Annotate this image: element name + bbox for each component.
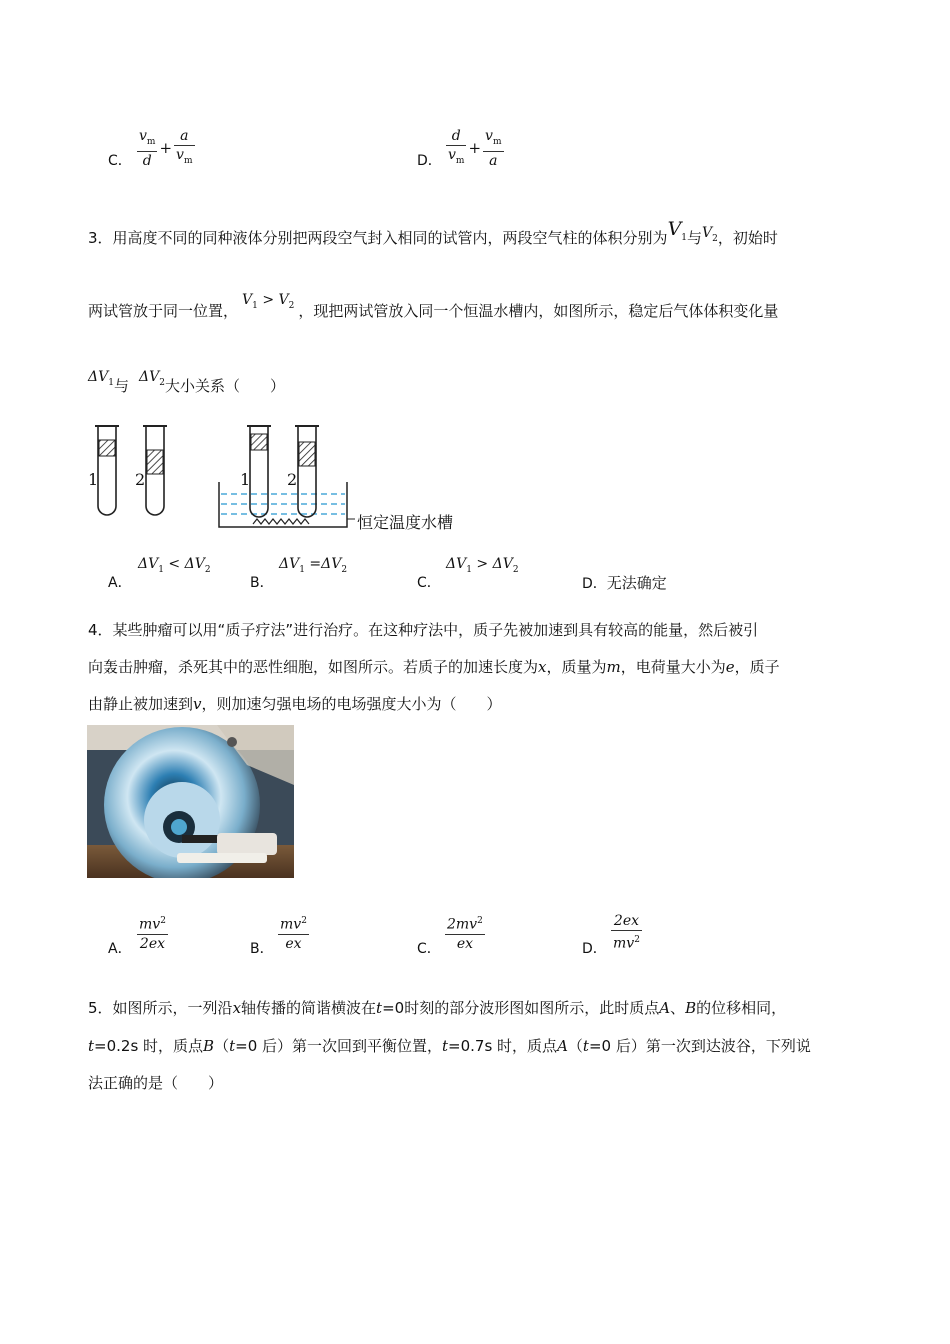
q3-text: 与 [687, 229, 703, 247]
q4-option-a [108, 938, 132, 958]
q5-line3 [88, 1072, 223, 1093]
question-number: 5． [88, 999, 113, 1017]
option-letter: D． [417, 153, 442, 169]
q3-option-d [582, 572, 667, 593]
tube-label-4: 2 [287, 470, 298, 489]
tube-2 [143, 426, 167, 515]
tube-3 [247, 426, 271, 517]
proton-therapy-photo [87, 725, 294, 878]
tank-label: 恒定温度水槽 [357, 513, 454, 532]
var-t: t [582, 1037, 589, 1055]
q3-option-a-formula: $\Delta V_1 < \Delta V_2$ [138, 556, 211, 575]
q5-text: =0.2s 时，质点 [94, 1037, 204, 1055]
q4-line1 [88, 619, 758, 640]
tube-1 [95, 426, 119, 515]
q3-text: ，初始时 [717, 229, 778, 247]
q4-text: ，电荷量大小为 [620, 658, 726, 676]
option-letter: A． [108, 575, 132, 591]
q3-text: 用高度不同的同种液体分别把两段空气封入相同的试管内，两段空气柱的体积分别为 [112, 229, 668, 247]
q4-option-d-formula: $\frac{2ex}{mv^2}$ [613, 913, 640, 952]
option-text: 无法确定 [606, 574, 667, 592]
q3-option-c-formula: $\Delta V_1 > \Delta V_2$ [446, 556, 519, 575]
q4-text: ，质量为 [546, 658, 607, 676]
q5-text: =0 后）第一次回到平衡位置， [235, 1037, 443, 1055]
q5-text: 的位移相同， [696, 999, 787, 1017]
fraction: $\frac{d}{v_m}$ [448, 128, 465, 166]
q5-text: （ [214, 1037, 230, 1055]
q4-text: ，质子 [734, 658, 780, 676]
q3-text: 两试管放于同一位置， [88, 302, 239, 320]
option-letter: D． [582, 576, 607, 592]
var-b: B [203, 1037, 215, 1055]
q3-option-b [250, 572, 274, 592]
q4-text: 向轰击肿瘤，杀死其中的恶性细胞，如图所示。若质子的加速长度为 [88, 658, 539, 676]
q3-option-a [108, 572, 132, 592]
q4-text: 某些肿瘤可以用“质子疗法”进行治疗。在这种疗法中，质子先被加速到具有较高的能量，然后被引 [112, 621, 759, 639]
option-letter: C． [417, 941, 441, 957]
option-letter: B． [250, 941, 274, 957]
tube-label-1: 1 [88, 470, 99, 489]
fraction: $\frac{v_m}{d}$ [139, 128, 156, 169]
var-v: v [193, 695, 202, 713]
option-letter: C． [108, 153, 132, 169]
q5-line1 [88, 997, 786, 1018]
var-t: t [229, 1037, 236, 1055]
option-letter: A． [108, 941, 132, 957]
q3-text: ，现把两试管放入同一个恒温水槽内，如图所示，稳定后气体体积变化量 [298, 302, 779, 320]
question-number: 4． [88, 621, 113, 639]
q5-text: 、 [670, 999, 686, 1017]
var-t: t [88, 1037, 95, 1055]
q4-option-c-formula: $\frac{2mv^2}{ex}$ [445, 912, 485, 953]
q2-option-d [417, 150, 442, 170]
q3-text: 与 [113, 377, 129, 395]
q4-option-a-formula: $\frac{mv^2}{2ex}$ [137, 912, 168, 953]
q2-option-d-formula: $\frac{d}{v_m}$ + $\frac{v_m}{a}$ [448, 128, 502, 169]
q5-line2 [88, 1035, 811, 1056]
var-m: m [606, 658, 621, 676]
question-number: 3． [88, 229, 113, 247]
q2-option-c-formula: $\frac{v_m}{d}$ + $\frac{a}{v_m}$ [139, 128, 193, 169]
q3-text: 大小关系（ ） [164, 377, 285, 395]
var-e: e [725, 658, 735, 676]
fraction: $\frac{v_m}{a}$ [485, 128, 502, 169]
var-t: t [376, 999, 383, 1017]
q3-option-c [417, 572, 441, 592]
tube-label-2: 2 [135, 470, 146, 489]
var-a: A [557, 1037, 568, 1055]
q5-text: =0.7s 时，质点 [448, 1037, 558, 1055]
q4-option-b-formula: $\frac{mv^2}{ex}$ [278, 912, 309, 953]
q5-text: =0时刻的部分波形图如图所示，此时质点 [382, 999, 660, 1017]
q3-line3: $\Delta V_1$与 $\Delta V_2$大小关系（ ） [88, 369, 285, 395]
q3-option-b-formula: $\Delta V_1 =\Delta V_2$ [279, 556, 348, 575]
option-letter: B． [250, 575, 274, 591]
var-b: B [685, 999, 697, 1017]
q3-line2: 两试管放于同一位置，$V_1 > V_2$ ，现把两试管放入同一个恒温水槽内，如图所示，稳定后气体体积变化量 [88, 292, 779, 320]
q4-text: 由静止被加速到 [88, 695, 194, 713]
var-a: A [659, 999, 671, 1017]
var-x: x [232, 999, 242, 1017]
q5-text: =0 后）第一次到达波谷，下列说 [588, 1037, 811, 1055]
q4-line3 [88, 693, 502, 714]
q2-option-c [108, 150, 132, 170]
fraction: $\frac{a}{v_m}$ [176, 128, 193, 166]
q5-text: 如图所示，一列沿 [112, 999, 233, 1017]
q4-line2 [88, 656, 780, 677]
q5-text: 轴传播的简谐横波在 [241, 999, 377, 1017]
option-letter: C． [417, 575, 441, 591]
tube-label-3: 1 [240, 470, 251, 489]
q3-line1: 3．用高度不同的同种液体分别把两段空气封入相同的试管内，两段空气柱的体积分别为$V_1$与$V_2$，初始时 [88, 218, 778, 247]
q4-option-d [582, 938, 607, 958]
q4-text: ，则加速匀强电场的电场强度大小为（ ） [201, 695, 502, 713]
q5-text: （ [567, 1037, 583, 1055]
q4-option-b [250, 938, 274, 958]
option-letter: D． [582, 941, 607, 957]
q5-text: 法正确的是（ ） [88, 1074, 224, 1092]
var-x: x [538, 658, 547, 676]
var-t: t [442, 1037, 449, 1055]
q4-option-c [417, 938, 441, 958]
